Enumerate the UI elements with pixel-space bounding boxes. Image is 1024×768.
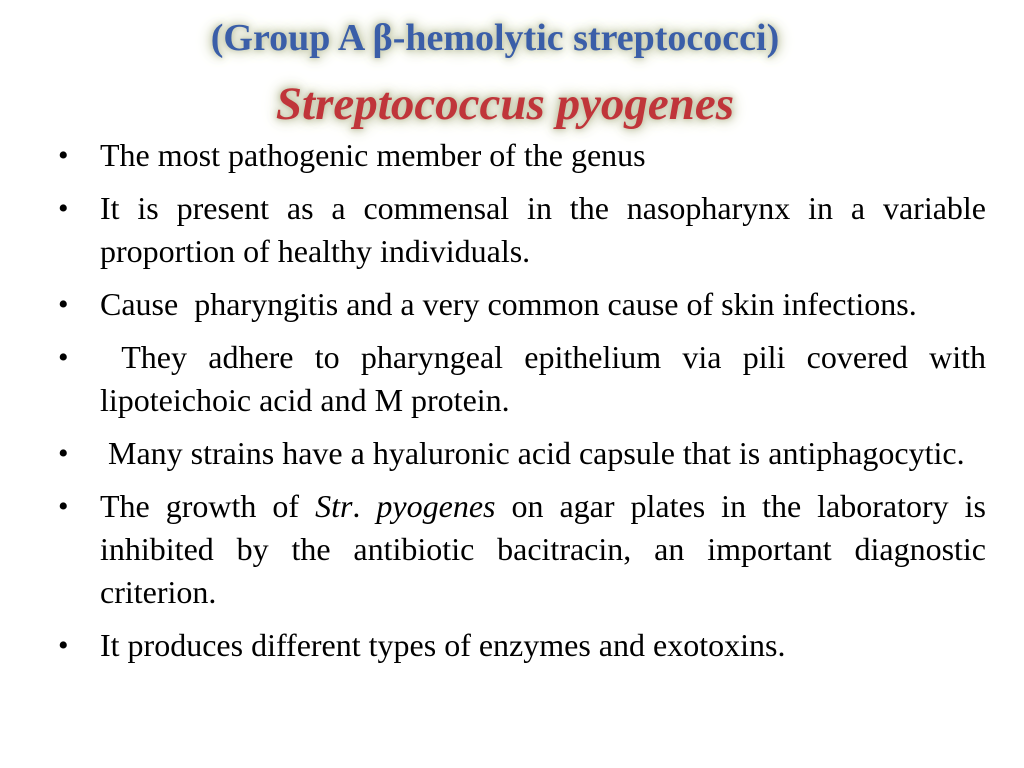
bullet-dot-icon: • <box>58 288 69 321</box>
bullet-dot-icon: • <box>58 139 69 172</box>
bullet-text: The most pathogenic member of the genus <box>100 137 646 173</box>
bullet-dot-icon: • <box>58 490 69 523</box>
bullet-list <box>58 134 995 677</box>
bullet-item <box>58 432 986 475</box>
bullet-text-after: on agar plates in the laboratory is inhibited by the antibiotic bacitracin, an important diagnostic criterion. <box>100 488 986 610</box>
bullet-item <box>58 283 986 326</box>
bullet-text: It is present as a commensal in the nasopharynx in a variable proportion of healthy individuals. <box>100 190 986 269</box>
bullet-item <box>58 624 986 667</box>
genus-abbrev: Str <box>315 488 353 524</box>
bullet-item <box>58 336 995 422</box>
bullet-item <box>58 485 986 614</box>
bullet-item <box>58 187 986 273</box>
bullet-text: They adhere to pharyngeal epithelium via pili covered with lipoteichoic acid and M protein. <box>100 339 995 418</box>
bullet-text-before: The growth of <box>100 488 316 524</box>
slide-subtitle: (Group A β-hemolytic streptococci) <box>210 17 780 59</box>
bullet-text-mid: . <box>352 488 377 524</box>
bullet-dot-icon: • <box>58 341 69 374</box>
species-name: pyogenes <box>376 488 496 524</box>
bullet-item <box>58 134 986 177</box>
bullet-dot-icon: • <box>58 437 69 470</box>
bullet-dot-icon: • <box>58 192 69 225</box>
bullet-dot-icon: • <box>58 629 69 662</box>
bullet-text: Cause pharyngitis and a very common cause of skin infections. <box>100 286 917 322</box>
bullet-text: Many strains have a hyaluronic acid capsule that is antiphagocytic. <box>100 435 965 471</box>
bullet-text: It produces different types of enzymes and exotoxins. <box>100 627 786 663</box>
slide-title: Streptococcus pyogenes <box>275 78 735 130</box>
